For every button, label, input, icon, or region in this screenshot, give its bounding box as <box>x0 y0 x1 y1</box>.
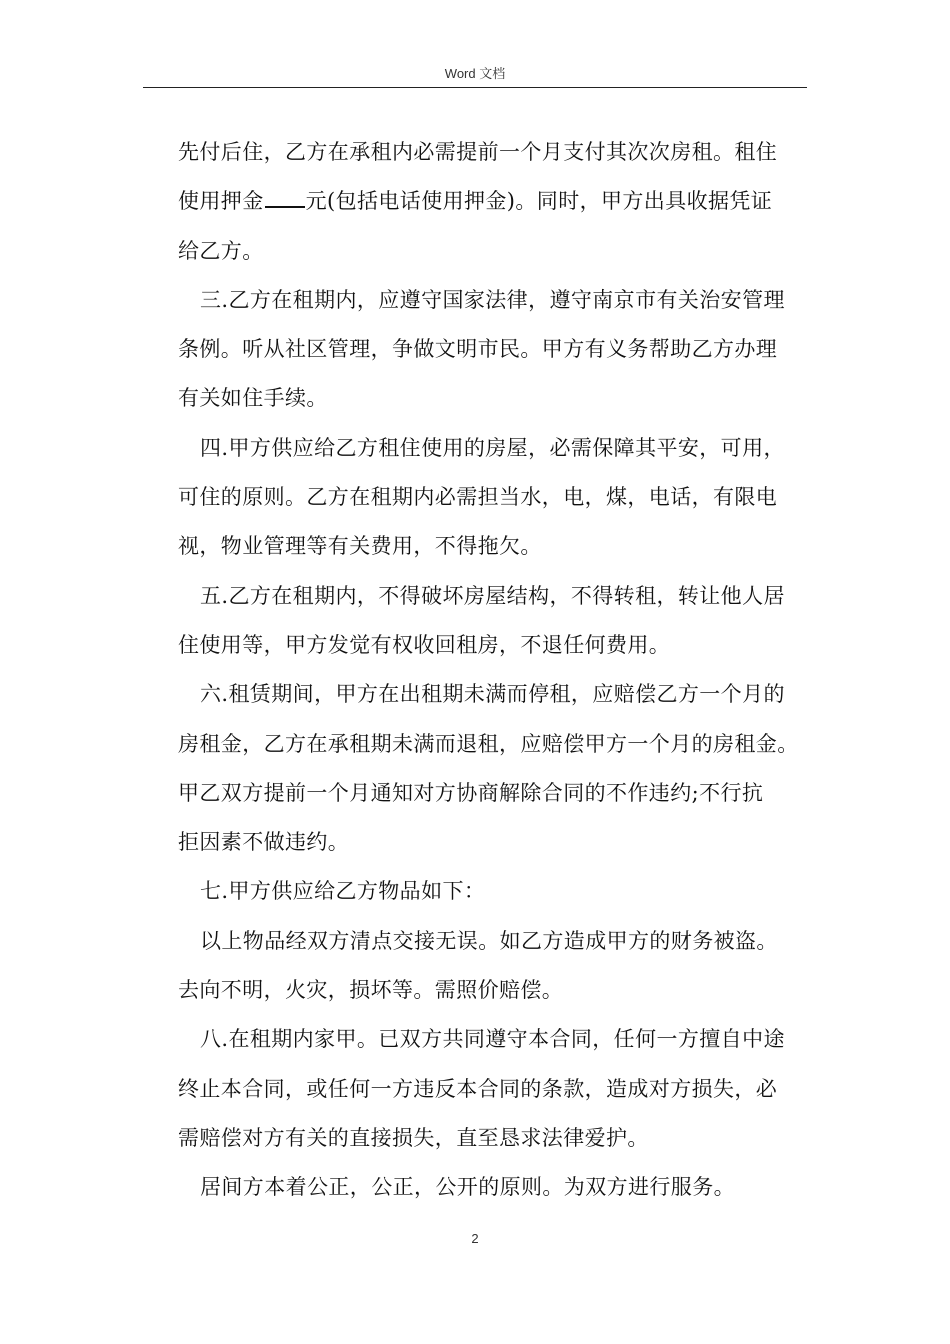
page-number: 2 <box>471 1231 479 1246</box>
clause-5-line: 五.乙方在租期内，不得破坏房屋结构，不得转租，转让他人居 <box>200 583 785 608</box>
body-line: 以上物品经双方清点交接无误。如乙方造成甲方的财务被盗。 <box>200 928 778 953</box>
body-line: 视，物业管理等有关费用，不得拖欠。 <box>178 534 542 559</box>
body-line: 终止本合同，或任何一方违反本合同的条款，造成对方损失，必 <box>178 1076 778 1101</box>
deposit-amount-blank <box>265 188 305 208</box>
clause-4-line: 四.甲方供应给乙方租住使用的房屋，必需保障其平安，可用， <box>200 435 785 460</box>
body-line: 甲乙双方提前一个月通知对方协商解除合同的不作违约;不行抗 <box>178 780 764 805</box>
page-header: Word 文档 <box>444 66 506 81</box>
body-line <box>178 177 818 226</box>
clause-6-line: 六.租赁期间，甲方在出租期未满而停租，应赔偿乙方一个月的 <box>200 682 785 707</box>
document-body <box>178 128 818 1213</box>
deposit-label: 使用押金 <box>178 189 264 214</box>
clause-8-line: 八.在租期内家甲。已双方共同遵守本合同，任何一方擅自中途 <box>200 1027 785 1052</box>
body-line: 房租金，乙方在承租期未满而退租，应赔偿甲方一个月的房租金。 <box>178 731 799 756</box>
body-line: 拒因素不做违约。 <box>178 830 350 855</box>
body-line: 去向不明，火灾，损坏等。需照价赔偿。 <box>178 978 564 1003</box>
body-line: 先付后住，乙方在承租内必需提前一个月支付其次次房租。租住 <box>178 140 778 164</box>
header-rule <box>143 87 807 88</box>
clause-7-line: 七.甲方供应给乙方物品如下： <box>200 879 486 904</box>
body-line: 给乙方。 <box>178 238 264 263</box>
body-line: 住使用等，甲方发觉有权收回租房，不退任何费用。 <box>178 632 671 657</box>
body-line: 居间方本着公正，公正，公开的原则。为双方进行服务。 <box>200 1175 735 1200</box>
deposit-line-rest: 元(包括电话使用押金)。同时，甲方出具收据凭证 <box>305 189 773 214</box>
body-line: 需赔偿对方有关的直接损失，直至恳求法律爱护。 <box>178 1125 649 1150</box>
body-line: 可住的原则。乙方在租期内必需担当水，电，煤，电话，有限电 <box>178 485 778 510</box>
clause-3-line: 三.乙方在租期内，应遵守国家法律，遵守南京市有关治安管理 <box>200 287 785 312</box>
body-line: 有关如住手续。 <box>178 386 328 411</box>
body-line: 条例。听从社区管理，争做文明市民。甲方有义务帮助乙方办理 <box>178 337 778 362</box>
